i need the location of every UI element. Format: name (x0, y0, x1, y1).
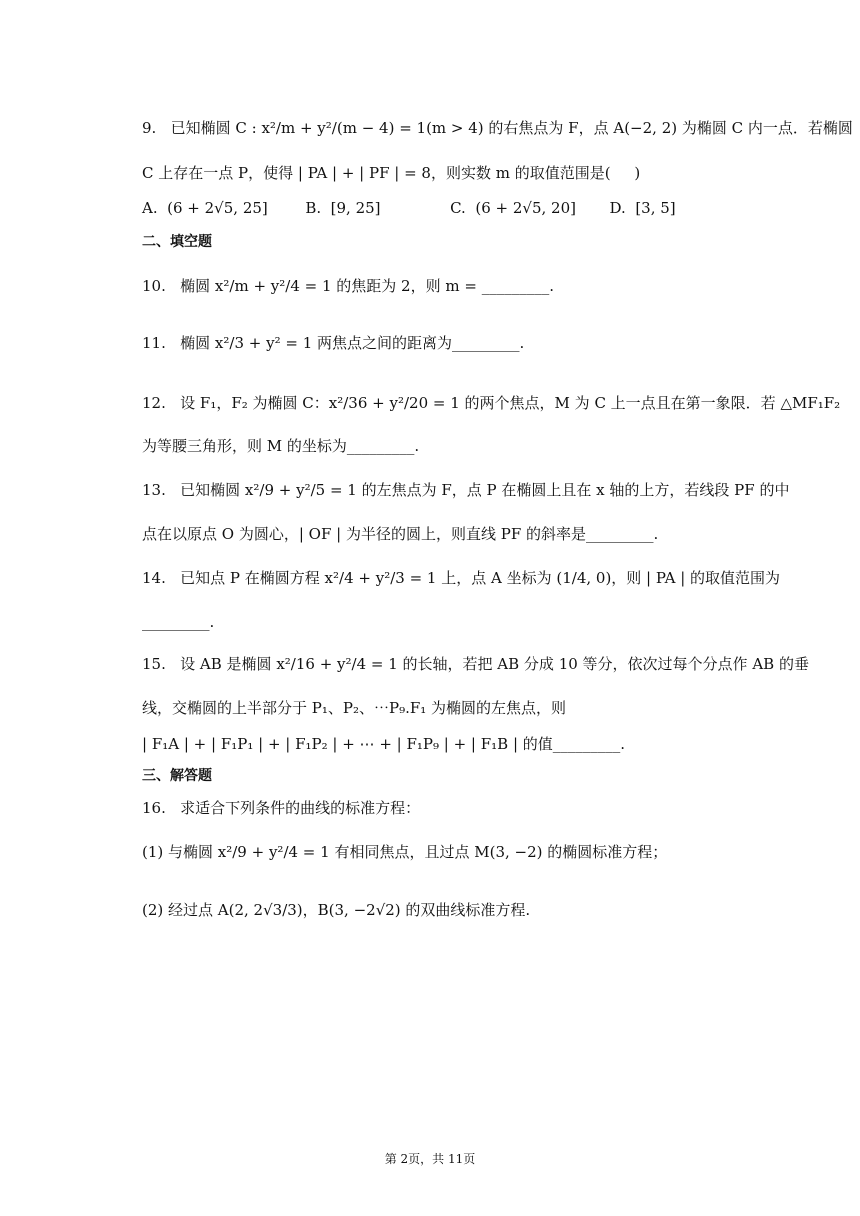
q15-line1: 15. 设 AB 是椭圆 x²/16 + y²/4 = 1 的长轴，若把 AB 分成 10 等分，依次过每个分点作 AB 的垂 (142, 655, 809, 673)
q15-line3: | F₁A | + | F₁P₁ | + | F₁P₂ | + ⋯ + | F₁P₉ | + | F₁B | 的值_________. (142, 735, 626, 753)
section-fill-in-heading: 二、填空题 (142, 234, 212, 250)
q16-part1: (1) 与椭圆 x²/9 + y²/4 = 1 有相同焦点，且过点 M(3, −2) 的椭圆标准方程； (142, 843, 668, 861)
option-c: C. (6 + 2√5, 20] (450, 199, 576, 217)
q9-line2: C 上存在一点 P，使得 | PA | + | PF | = 8，则实数 m 的取值范围是( ) (142, 164, 641, 182)
q16-part2: (2) 经过点 A(2, 2√3/3)，B(3, −2√2) 的双曲线标准方程. (142, 901, 531, 919)
q9-options (142, 198, 676, 218)
q9-line1: 9. 已知椭圆 C : x²/m + y²/(m − 4) = 1(m > 4) 的右焦点为 F，点 A(−2, 2) 为椭圆 C 内一点．若椭圆 (142, 119, 853, 137)
q12-line2: 为等腰三角形，则 M 的坐标为_________. (142, 437, 420, 455)
option-d: D. [3, 5] (609, 199, 676, 217)
q11: 11. 椭圆 x²/3 + y² = 1 两焦点之间的距离为_________. (142, 334, 525, 352)
q14-line2: _________. (142, 613, 215, 631)
option-b: B. [9, 25] (305, 199, 381, 217)
option-a: A. (6 + 2√5, 25] (142, 199, 268, 217)
q13-line2: 点在以原点 O 为圆心，| OF | 为半径的圆上，则直线 PF 的斜率是_________. (142, 525, 659, 543)
q15-line2: 线，交椭圆的上半部分于 P₁、P₂、⋯P₉.F₁ 为椭圆的左焦点，则 (142, 699, 567, 717)
page-footer: 第 2页，共 11页 (384, 1152, 476, 1166)
section-answer-heading: 三、解答题 (142, 768, 212, 784)
q13-line1: 13. 已知椭圆 x²/9 + y²/5 = 1 的左焦点为 F，点 P 在椭圆上且在 x 轴的上方，若线段 PF 的中 (142, 481, 790, 499)
q14-line1: 14. 已知点 P 在椭圆方程 x²/4 + y²/3 = 1 上，点 A 坐标为 (1/4, 0)，则 | PA | 的取值范围为 (142, 569, 781, 587)
q12-line1: 12. 设 F₁，F₂ 为椭圆 C：x²/36 + y²/20 = 1 的两个焦点，M 为 C 上一点且在第一象限．若 △MF₁F₂ (142, 394, 841, 412)
q10: 10. 椭圆 x²/m + y²/4 = 1 的焦距为 2，则 m = _________. (142, 277, 554, 295)
q16-line1: 16. 求适合下列条件的曲线的标准方程： (142, 799, 421, 817)
